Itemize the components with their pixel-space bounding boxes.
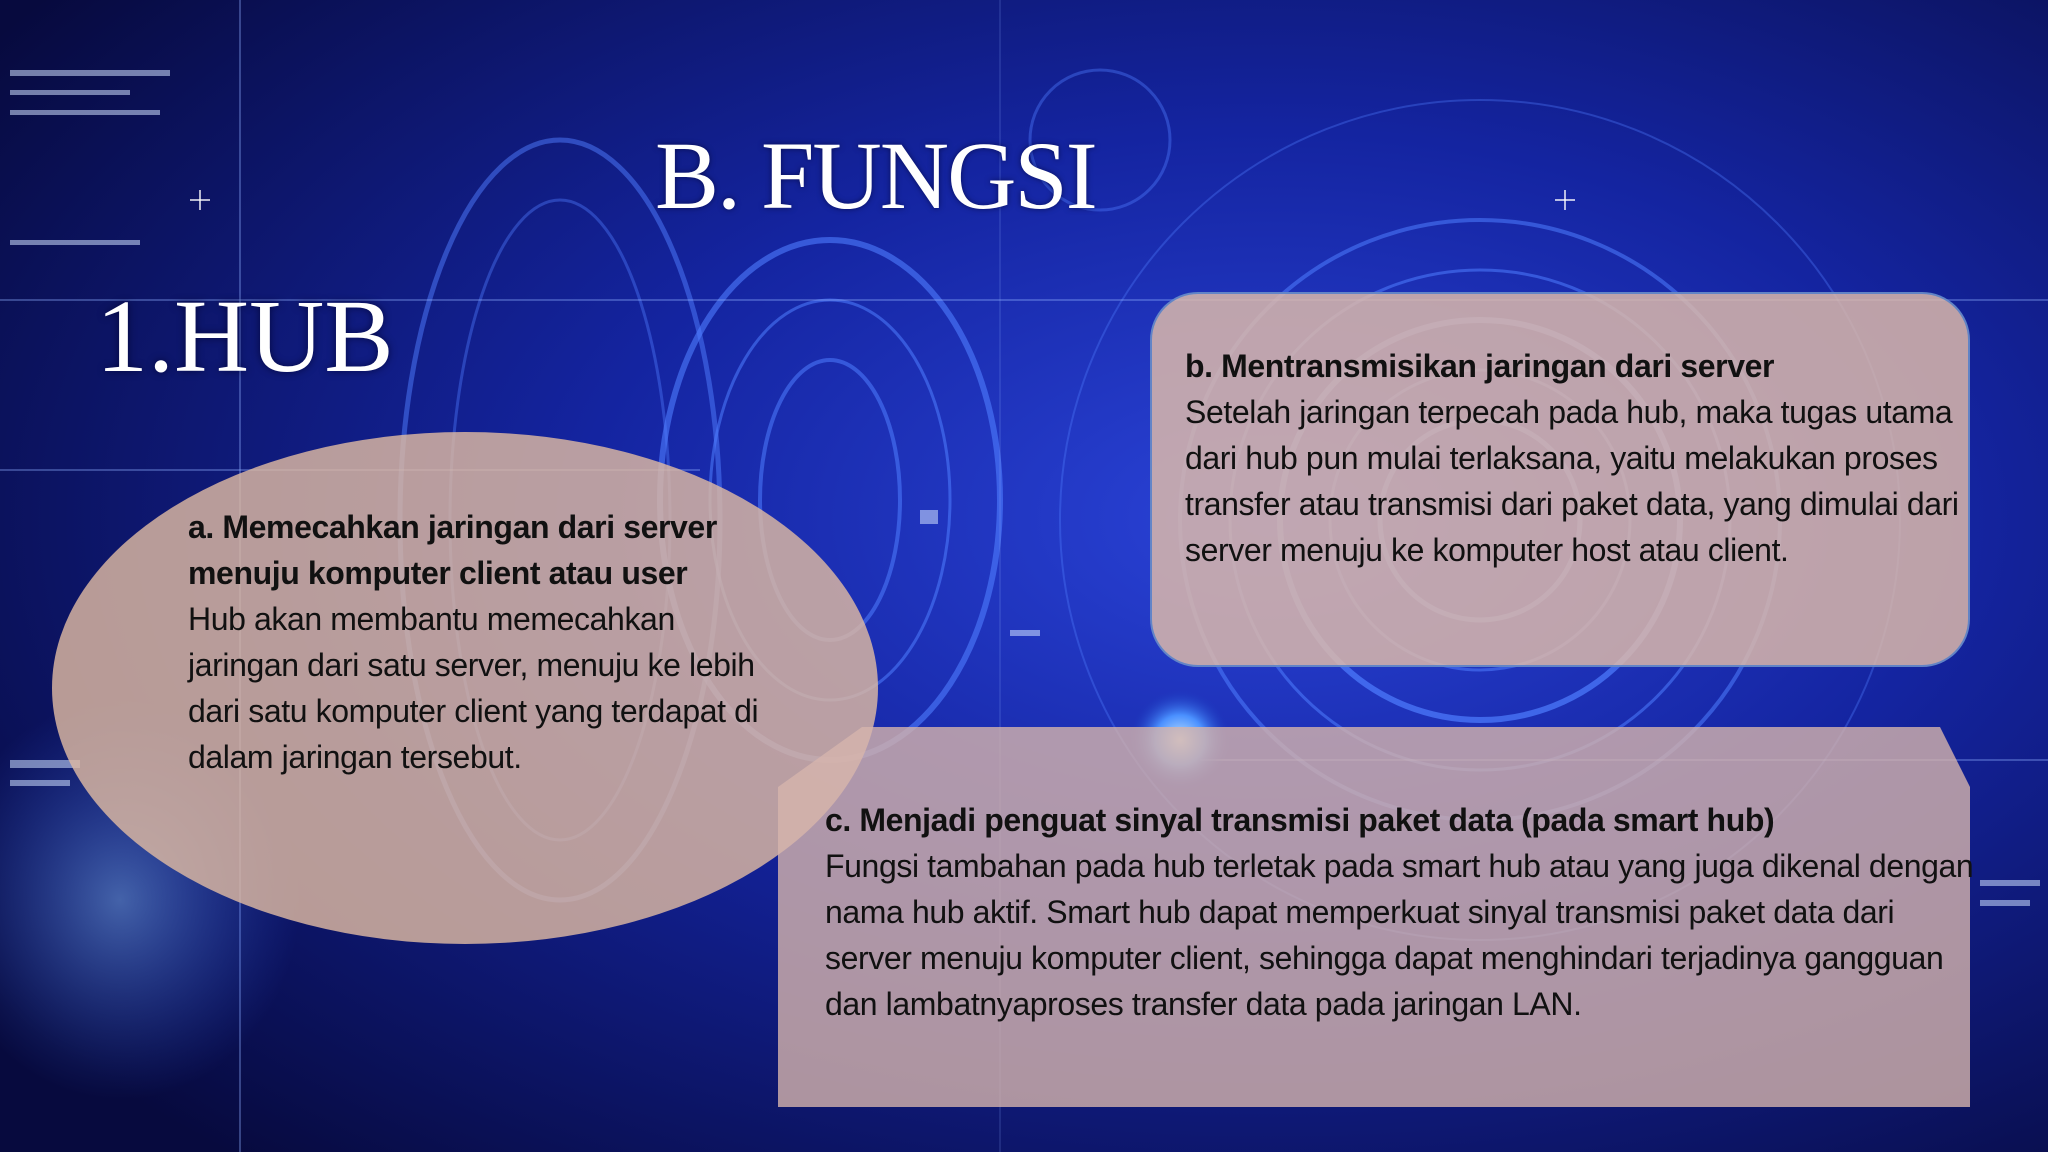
point-c-text <box>825 797 1975 1027</box>
point-a-body: Hub akan membantu memecahkan jaringan dari satu server, menuju ke lebih dari satu komputer client yang terdapat di dalam jaringan tersebut. <box>188 601 759 775</box>
point-a-heading: a. Memecahkan jaringan dari server menuju komputer client atau user <box>188 509 717 591</box>
point-c-body: Fungsi tambahan pada hub terletak pada smart hub atau yang juga dikenal dengan nama hub aktif. Smart hub dapat memperkuat sinyal transmisi paket data dari server menuju komputer client, sehingga dapat menghindari terjadinya gangguan dan lambatnyaproses transfer data pada jaringan LAN. <box>825 848 1974 1022</box>
point-a-text <box>188 504 778 780</box>
point-b-body: Setelah jaringan terpecah pada hub, maka tugas utama dari hub pun mulai terlaksana, yaitu melakukan proses transfer atau transmisi dari paket data, yang dimulai dari server menuju ke komputer host atau client. <box>1185 394 1959 568</box>
point-b-text <box>1185 343 1965 573</box>
section-heading: 1.HUB <box>96 279 394 394</box>
point-b-heading: b. Mentransmisikan jaringan dari server <box>1185 348 1775 384</box>
point-c-heading: c. Menjadi penguat sinyal transmisi paket data (pada smart hub) <box>825 802 1775 838</box>
slide-title: B. FUNGSI <box>655 122 1096 229</box>
